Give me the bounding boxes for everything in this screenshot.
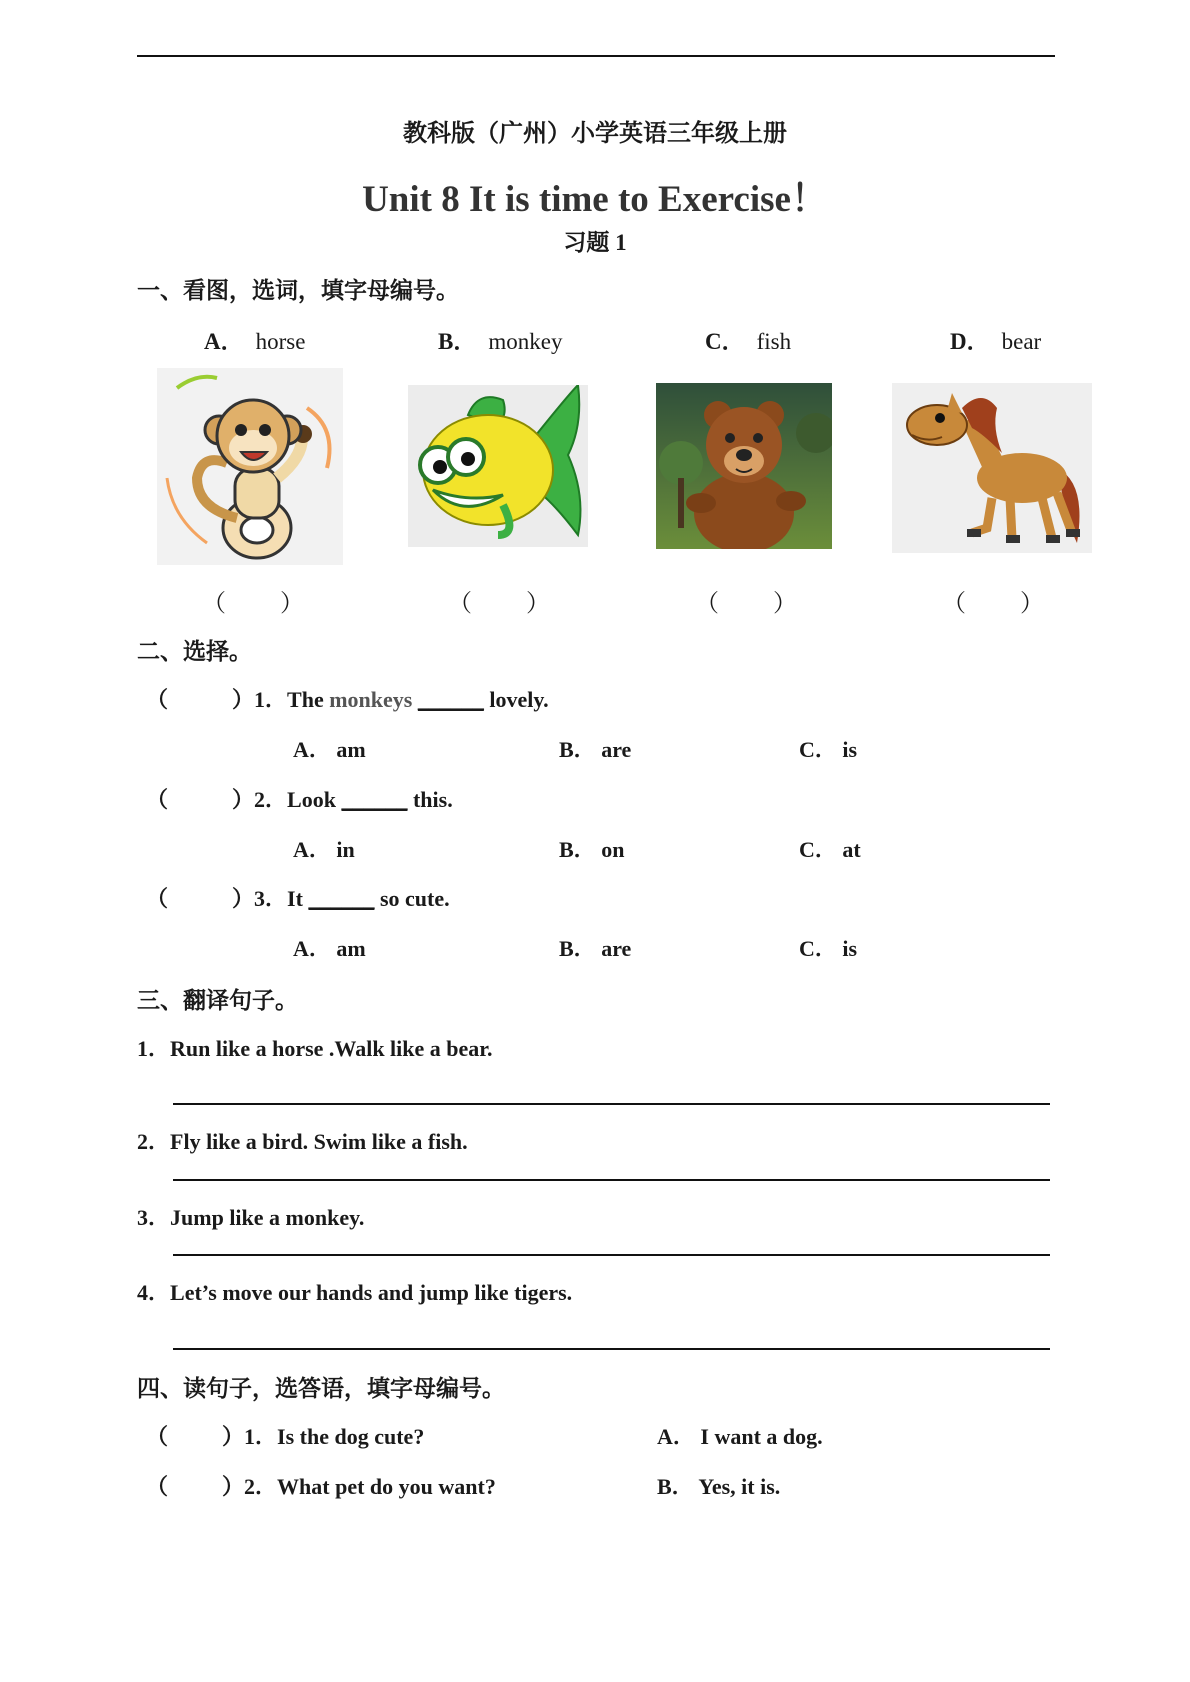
answer-line-1[interactable] [173,1103,1050,1105]
option-d: D． bear [950,329,1042,354]
q3-choice-a[interactable]: A． am [293,936,366,961]
translate-item-3: 3．Jump like a monkey. [137,1205,365,1230]
section-1-heading: 一、看图，选词，填字母编号。 [137,278,459,303]
answer-paren[interactable]: （ ） [146,1424,245,1449]
monkey-image [157,368,343,565]
section-3-heading: 三、翻译句子。 [137,988,298,1013]
option-b: B． monkey [438,329,563,354]
q1-choice-a[interactable]: A． am [293,737,366,762]
option-a: A． horse [204,329,306,354]
answer-paren[interactable]: （ ） [146,687,255,712]
answer-paren-1[interactable]: （ ） [202,591,304,617]
answer-line-2[interactable] [173,1179,1050,1181]
answer-paren-3[interactable]: （ ） [695,591,797,617]
q3-choice-b[interactable]: B． are [559,936,632,961]
match-item-2: （ ）2．What pet do you want? [146,1474,496,1499]
q3-choice-c[interactable]: C． is [799,936,858,961]
translate-item-1: 1．Run like a horse .Walk like a bear. [137,1036,493,1061]
match-answer-a: A． I want a dog. [657,1424,823,1449]
question-1: （ ）1．The monkeys ______ lovely. [146,687,549,712]
section-4-heading: 四、读句子，选答语，填字母编号。 [137,1376,505,1401]
section-2-heading: 二、选择。 [137,639,252,664]
match-answer-b: B． Yes, it is. [657,1474,781,1499]
bear-image [656,383,832,549]
question-2: （ ）2．Look ______ this. [146,787,453,812]
exercise-number: 习题 1 [563,230,627,255]
answer-paren-2[interactable]: （ ） [448,591,550,617]
answer-paren-4[interactable]: （ ） [942,591,1044,617]
page-title: Unit 8 It is time to Exercise！ [362,179,828,220]
answer-line-3[interactable] [173,1254,1050,1256]
answer-line-4[interactable] [173,1348,1050,1350]
book-subtitle: 教科版（广州）小学英语三年级上册 [403,121,787,147]
q2-choice-a[interactable]: A． in [293,837,355,862]
answer-paren[interactable]: （ ） [146,886,255,911]
answer-paren[interactable]: （ ） [146,1474,245,1499]
q2-choice-c[interactable]: C． at [799,837,861,862]
header-rule [137,55,1055,57]
question-3: （ ）3．It ______ so cute. [146,886,450,911]
q1-choice-b[interactable]: B． are [559,737,632,762]
horse-image [892,383,1092,553]
translate-item-4: 4．Let’s move our hands and jump like tigers. [137,1280,573,1305]
fish-image [408,385,588,547]
match-item-1: （ ）1．Is the dog cute? [146,1424,425,1449]
answer-paren[interactable]: （ ） [146,787,255,812]
q1-choice-c[interactable]: C． is [799,737,858,762]
q2-choice-b[interactable]: B． on [559,837,625,862]
translate-item-2: 2．Fly like a bird. Swim like a fish. [137,1129,468,1154]
option-c: C． fish [705,329,792,354]
